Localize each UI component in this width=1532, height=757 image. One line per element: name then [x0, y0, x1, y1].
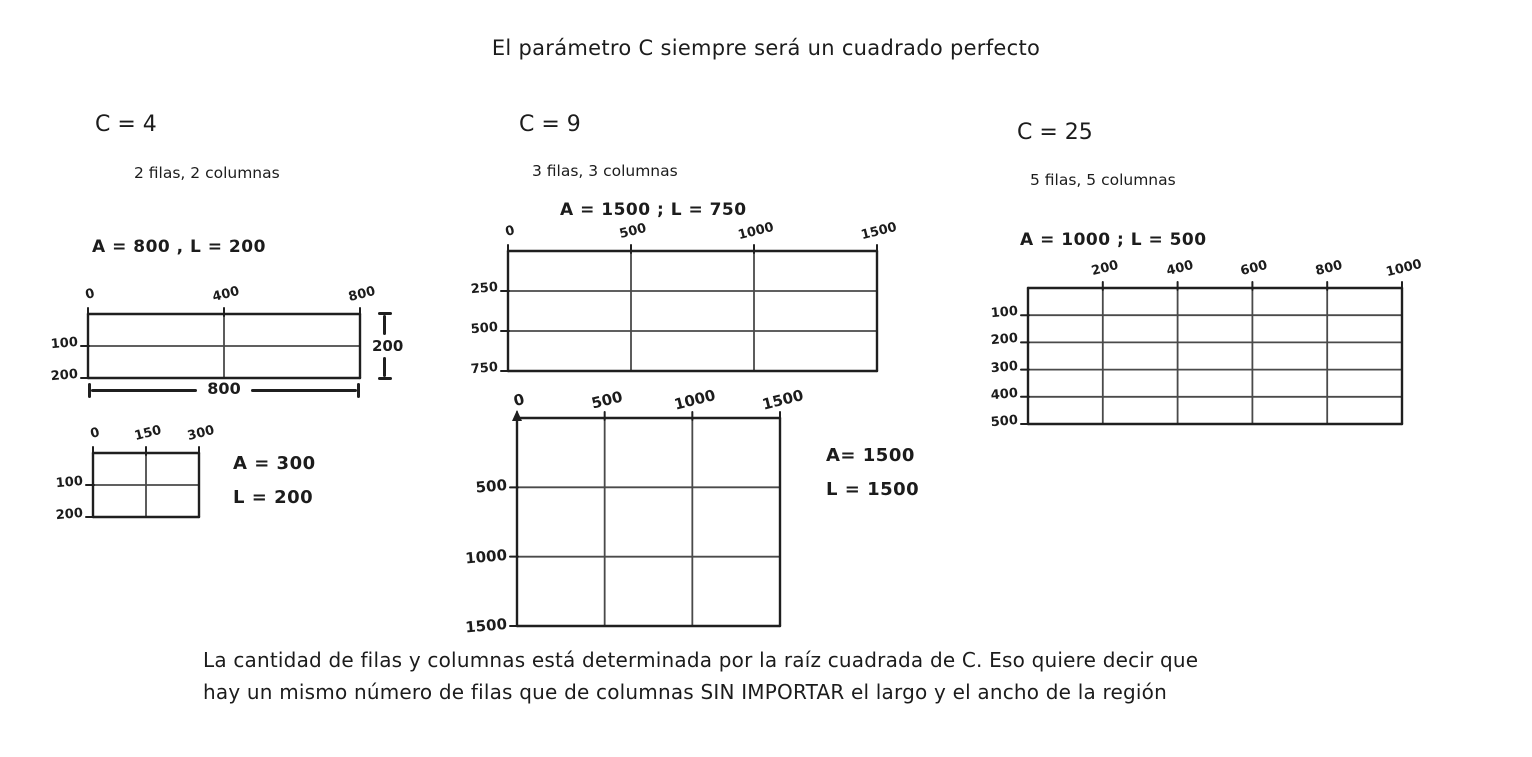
y-axis-label: 100 [55, 473, 84, 492]
footer-explanation [203, 644, 1198, 708]
x-axis-label: 1500 [760, 386, 806, 414]
c4-height-measure [366, 312, 403, 380]
x-axis-label: 0 [88, 425, 102, 442]
measure-bottom-cap [378, 377, 392, 380]
y-axis-label: 300 [990, 358, 1019, 376]
measure-right-cap [357, 383, 360, 398]
c4-main-grid [50, 283, 377, 385]
x-axis-label: 400 [1164, 257, 1195, 280]
y-axis-label: 200 [55, 505, 84, 524]
grid-lines [78, 304, 370, 388]
footer-line-2: hay un mismo número de filas que de columnas SIN IMPORTAR el largo y el ancho de la región [203, 680, 1167, 704]
y-axis-label: 750 [470, 359, 499, 378]
x-axis-label: 150 [133, 422, 163, 445]
y-axis-label: 1500 [464, 614, 508, 637]
y-axis-label: 500 [474, 476, 508, 497]
measure-value: 200 [372, 337, 404, 355]
grid-lines [83, 443, 209, 527]
footer-line-1: La cantidad de filas y columnas está determinada por la raíz cuadrada de C. Eso quiere decir que [203, 648, 1199, 672]
small-grid-length-label: L = 200 [233, 487, 314, 508]
measure-line [383, 357, 386, 377]
c9-rows-cols-note: 3 filas, 3 columnas [532, 162, 678, 180]
page-title: El parámetro C siempre será un cuadrado perfecto [491, 36, 1041, 60]
c9-square-grid [464, 386, 806, 637]
x-axis-label: 400 [211, 283, 241, 306]
measure-line [91, 389, 197, 392]
c4-rows-cols-note: 2 filas, 2 columnas [134, 164, 280, 182]
c4-heading: C = 4 [95, 112, 157, 137]
c25-rows-cols-note: 5 filas, 5 columnas [1030, 171, 1176, 189]
measure-value: 800 [207, 379, 241, 398]
x-axis-label: 1500 [859, 219, 899, 244]
y-axis-label: 100 [990, 304, 1019, 322]
square-grid-length-label: L = 1500 [826, 479, 920, 500]
y-axis-label: 500 [990, 412, 1019, 431]
measure-line [251, 389, 357, 392]
grid-lines [1018, 278, 1412, 434]
c4-small-grid-note [233, 447, 316, 515]
c9-wide-grid [470, 219, 899, 378]
grid-lines [507, 408, 790, 636]
c9-grid1-dimensions-label: A = 1500 ; L = 750 [560, 200, 747, 220]
x-axis-label: 300 [186, 422, 216, 445]
x-axis-label: 1000 [672, 386, 718, 414]
y-axis-label: 500 [470, 319, 499, 338]
y-axis-label: 250 [470, 279, 499, 298]
c4-dimensions-label: A = 800 , L = 200 [92, 237, 266, 257]
c4-width-measure [88, 381, 360, 400]
c9-heading: C = 9 [519, 112, 581, 137]
small-grid-area-label: A = 300 [233, 453, 316, 474]
y-axis-label: 200 [990, 331, 1019, 349]
x-axis-label: 200 [1089, 257, 1120, 280]
c25-grid [990, 256, 1424, 431]
x-axis-label: 0 [83, 286, 97, 303]
origin-arrow-icon [512, 410, 522, 421]
c4-small-grid [55, 422, 216, 524]
y-axis-label: 100 [50, 334, 79, 353]
x-axis-label: 600 [1239, 257, 1270, 280]
square-grid-area-label: A= 1500 [826, 445, 915, 466]
x-axis-label: 800 [1314, 257, 1345, 280]
c9-square-grid-note [826, 439, 919, 507]
measure-line [383, 315, 386, 335]
grid-lines [498, 241, 887, 381]
x-axis-label: 1000 [1384, 256, 1424, 281]
x-axis-label: 1000 [736, 219, 776, 244]
c25-dimensions-label: A = 1000 ; L = 500 [1020, 230, 1207, 250]
x-axis-label: 500 [589, 387, 625, 413]
y-axis-label: 1000 [464, 545, 508, 568]
y-axis-label: 400 [990, 385, 1019, 404]
c25-heading: C = 25 [1017, 120, 1093, 145]
x-axis-label: 500 [618, 220, 648, 243]
y-axis-label: 200 [50, 366, 79, 385]
x-axis-label: 0 [503, 223, 517, 240]
x-axis-label: 0 [511, 390, 527, 410]
x-axis-label: 800 [347, 283, 377, 306]
